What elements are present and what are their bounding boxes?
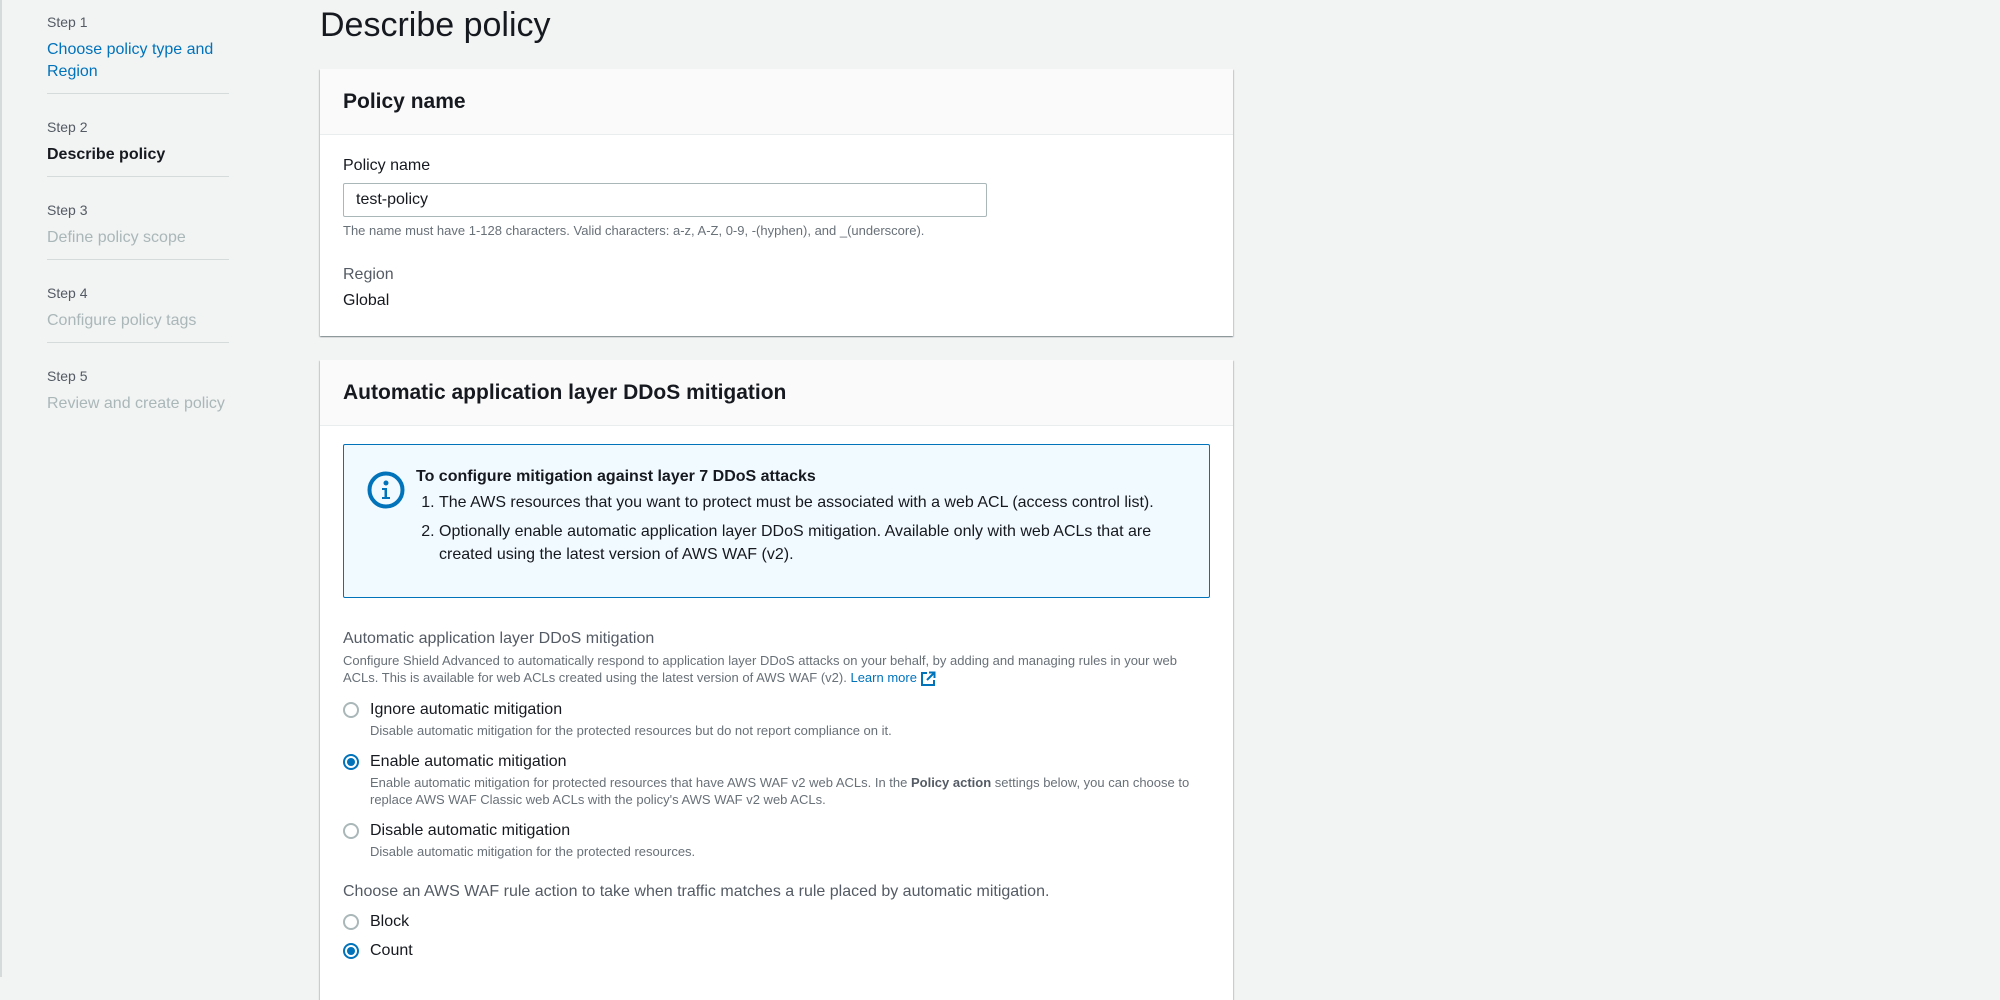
region-value: Global [343, 292, 390, 309]
panel-header: Policy name [320, 69, 1233, 135]
info-icon [367, 471, 405, 509]
policy-name-input[interactable] [343, 183, 987, 217]
policy-name-label: Policy name [343, 157, 431, 174]
step-1-link[interactable]: Choose policy type and Region [47, 41, 214, 80]
mitigation-label: Automatic application layer DDoS mitigation [343, 630, 655, 647]
radio-button-unchecked[interactable] [343, 702, 359, 718]
radio-label: Block [370, 912, 410, 930]
radio-rule-action-block[interactable] [343, 912, 1210, 932]
radio-enable-mitigation[interactable] [343, 752, 1210, 808]
step-number: Step 5 [47, 368, 88, 384]
radio-text [370, 912, 409, 932]
wizard-steps-nav [47, 0, 229, 437]
step-2-current: Describe policy [47, 146, 166, 163]
panel-body [320, 426, 1233, 961]
wizard-step-5 [47, 355, 229, 425]
radio-rule-action-count[interactable] [343, 941, 1210, 961]
step-3-disabled: Define policy scope [47, 229, 186, 246]
policy-name-panel [320, 69, 1233, 336]
wizard-step-2 [47, 106, 229, 177]
page-title: Describe policy [320, 6, 551, 44]
radio-button-checked[interactable] [343, 943, 359, 959]
panel-body [320, 135, 1233, 312]
left-edge-divider [0, 0, 2, 977]
radio-desc-part: settings below, you can choose to replace AWS WAF Classic web ACLs with the policy's AWS WAF v2 web ACLs. [370, 774, 1190, 807]
region-label: Region [343, 266, 394, 283]
learn-more-link[interactable]: Learn more [850, 670, 917, 685]
radio-label: Enable automatic mitigation [370, 752, 567, 770]
wizard-step-4 [47, 272, 229, 343]
panel-header: Automatic application layer DDoS mitigation [320, 360, 1233, 426]
radio-label: Disable automatic mitigation [370, 821, 571, 839]
alert-list-item: 2. Optionally enable automatic application layer DDoS mitigation. Available only with web ACLs that are created using the latest version of AWS WAF (v2). [439, 520, 1189, 566]
external-link-icon[interactable] [920, 671, 936, 687]
policy-name-hint: The name must have 1-128 characters. Valid characters: a-z, A-Z, 0-9, -(hyphen), and _(underscore). [343, 223, 925, 238]
radio-text [370, 941, 413, 961]
policy-action-emphasis: Policy action [910, 774, 992, 790]
step-5-disabled: Review and create policy [47, 395, 225, 412]
radio-text [370, 700, 892, 739]
ddos-mitigation-panel [320, 360, 1233, 1000]
radio-button-unchecked[interactable] [343, 823, 359, 839]
radio-text [370, 821, 695, 860]
alert-title: To configure mitigation against layer 7 DDoS attacks [416, 468, 816, 485]
radio-button-unchecked[interactable] [343, 914, 359, 930]
mitigation-description-text: Configure Shield Advanced to automatically respond to application layer DDoS attacks on your behalf, by adding and managing rules in your web ACLs. This is available for web ACLs created using the latest version of AWS WAF (v2). [343, 653, 1177, 685]
radio-button-checked[interactable] [343, 754, 359, 770]
radio-description: Disable automatic mitigation for the protected resources. [370, 843, 696, 859]
radio-disable-mitigation[interactable] [343, 821, 1210, 860]
step-number: Step 2 [47, 119, 88, 135]
wizard-step-1 [47, 0, 229, 94]
info-alert [343, 444, 1210, 598]
alert-list-item: 1. The AWS resources that you want to protect must be associated with a web ACL (access control list). [439, 491, 1189, 514]
step-number: Step 3 [47, 202, 88, 218]
step-4-disabled: Configure policy tags [47, 312, 197, 329]
radio-label: Ignore automatic mitigation [370, 700, 563, 718]
radio-label: Count [370, 941, 413, 959]
rule-action-question: Choose an AWS WAF rule action to take when traffic matches a rule placed by automatic mitigation. [343, 882, 1050, 900]
step-number: Step 4 [47, 285, 88, 301]
radio-ignore-mitigation[interactable] [343, 700, 1210, 739]
wizard-step-3 [47, 189, 229, 260]
step-number: Step 1 [47, 14, 88, 30]
radio-description: Disable automatic mitigation for the protected resources but do not report compliance on it. [370, 722, 892, 738]
alert-list [416, 491, 1189, 566]
mitigation-description [343, 652, 1210, 687]
radio-desc-part: Enable automatic mitigation for protected resources that have AWS WAF v2 web ACLs. In the [370, 774, 911, 790]
radio-text [370, 752, 1210, 808]
radio-description [370, 774, 1210, 808]
